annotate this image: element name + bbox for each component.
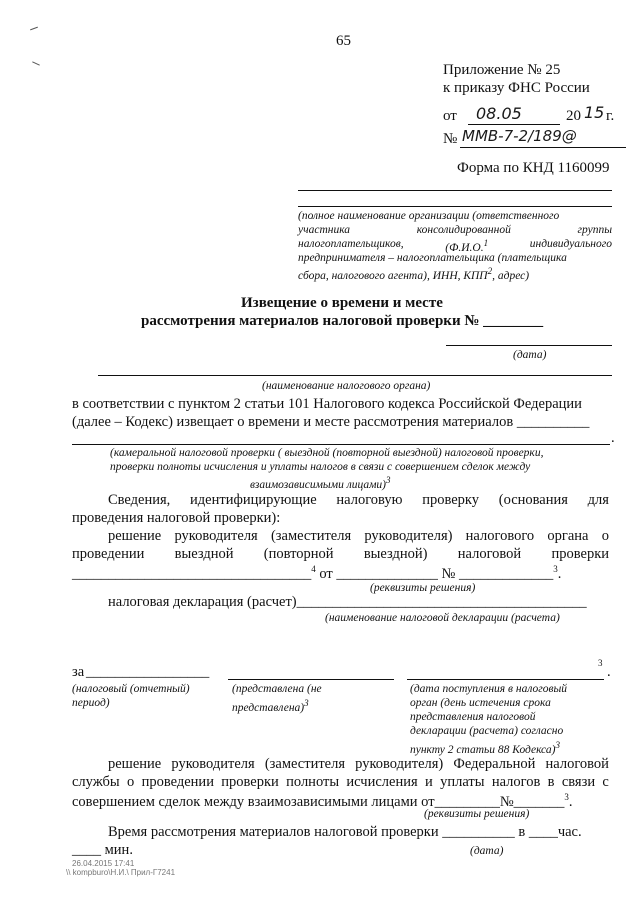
addressee-caption-5: [298, 266, 529, 282]
body-p2-line1: [108, 492, 609, 509]
check-type-line: [72, 444, 610, 445]
decision-date-number: от ______________ № _____________: [319, 565, 554, 582]
body-p1-end: .: [611, 430, 615, 446]
print-filepath: \\ kompburo\Н.И.\ Прил-Г7241: [66, 868, 176, 877]
word: (заместителя: [264, 756, 346, 772]
appendix-num-handwritten: ММВ-7-2/189@: [462, 127, 577, 145]
addressee-line-2: [298, 206, 612, 207]
word: решение: [108, 528, 162, 544]
word: выездной: [174, 546, 234, 562]
word: службы: [72, 774, 120, 790]
decision-blank: _________________________________: [72, 565, 312, 582]
footnote-mark: 2: [487, 266, 493, 276]
word: органа: [547, 528, 589, 544]
body-p5-line1: Время рассмотрения материалов налоговой проверки __________ в ____час.: [108, 824, 582, 840]
word: проверки: [551, 546, 609, 562]
word: исчисления: [346, 774, 418, 790]
caption-word: участника: [298, 224, 351, 236]
word: (заместителя: [270, 528, 352, 544]
page-number: 65: [336, 33, 351, 49]
word: полноты: [286, 774, 340, 790]
word: идентифицирующие: [190, 492, 317, 508]
word: выездной): [363, 546, 428, 562]
word: руководителя: [171, 756, 255, 772]
decision-details: совершением сделок между взаимозависимыми лицами от_________№_______: [72, 793, 565, 810]
receipt-end: .: [607, 664, 611, 680]
period-prefix: за: [72, 664, 85, 680]
submitted-line: [228, 679, 394, 680]
appendix-year-handwritten: 15: [584, 103, 605, 122]
word: налоговой: [545, 756, 609, 772]
appendix-num-prefix: №: [443, 131, 458, 147]
tax-authority-line: [98, 375, 612, 376]
scan-mark: [32, 61, 40, 65]
body-p5-line2: ____ мин.: [72, 842, 133, 858]
word: уплаты: [440, 774, 485, 790]
footnote-mark: 4: [311, 564, 316, 574]
word: связи: [561, 774, 596, 790]
word: и: [425, 774, 433, 790]
footnote-mark: 3: [386, 475, 391, 485]
decision-details-caption: (реквизиты решения): [370, 582, 476, 594]
caption-text: взаимозависимыми лицами): [250, 478, 387, 491]
body-p3-line2: [72, 546, 609, 563]
word: о: [601, 528, 609, 544]
tax-authority-caption: (наименование налогового органа): [262, 380, 431, 392]
date-caption: (дата): [513, 349, 547, 361]
word: (повторной: [263, 546, 334, 562]
addressee-caption-1: (полное наименование организации (ответственного: [298, 210, 560, 222]
footnote-mark: 3: [555, 740, 560, 750]
footnote-mark: 1: [483, 238, 489, 248]
receipt-caption: [410, 682, 586, 757]
word: проверки: [221, 774, 279, 790]
appendix-date-handwritten: 08.05: [476, 104, 522, 123]
appendix-year-suffix: г.: [606, 108, 615, 124]
period: .: [568, 793, 573, 810]
word: руководителя): [364, 528, 453, 544]
document-title-1: Извещение о времени и месте: [241, 295, 443, 311]
document-title-2: рассмотрения материалов налоговой проверки № ________: [141, 313, 544, 329]
word: решение: [108, 756, 162, 772]
word: Федеральной: [453, 756, 536, 772]
form-code: Форма по КНД 1160099: [457, 160, 610, 176]
word: проведении: [141, 774, 214, 790]
scan-mark: [30, 27, 38, 31]
num-underline: [460, 147, 626, 148]
date-line: [446, 345, 612, 346]
caption-text: , адрес): [492, 269, 530, 282]
caption-word: консолидированной: [416, 224, 511, 236]
word: руководителя): [355, 756, 444, 772]
word: налоговую: [336, 492, 403, 508]
word: о: [127, 774, 135, 790]
word: налогового: [465, 528, 535, 544]
word: с: [602, 774, 609, 790]
word: руководителя: [174, 528, 258, 544]
check-caption-2: проверки полноты исчисления и уплаты налогов в связи с совершением сделок между: [110, 461, 531, 473]
period-caption: (налоговый (отчетный) период): [72, 683, 190, 709]
word: (основания: [498, 492, 568, 508]
word: налоговой: [457, 546, 522, 562]
check-caption-3: [250, 475, 391, 491]
word: проведении: [72, 546, 145, 562]
body-p1-line1: в соответствии с пунктом 2 статьи 101 Налогового кодекса Российской Федерации: [72, 396, 582, 412]
footnote-mark: 3: [304, 698, 309, 708]
body-p4-line1: [108, 756, 609, 773]
declaration-caption: (наименование налоговой декларации (расчета): [325, 612, 560, 624]
word: налогов: [491, 774, 541, 790]
check-caption-1: (камеральной налоговой проверки ( выездной (повторной выездной) налоговой проверки,: [110, 447, 544, 459]
caption-word: группы: [577, 224, 612, 236]
word: для: [587, 492, 609, 508]
body-p4-line2: [72, 774, 609, 791]
period: .: [557, 565, 562, 582]
caption-text: сбора, налогового агента), ИНН, КПП: [298, 269, 488, 282]
footnote-mark: 3: [553, 564, 558, 574]
submitted-caption: [232, 682, 352, 715]
appendix-order: к приказу ФНС России: [443, 80, 590, 96]
body-p3-line3: [72, 564, 561, 583]
period-blank: _________________: [86, 664, 210, 680]
caption-text: (дата поступления в налоговый орган (день истечения срока представления налоговой декларации (расчета) согласно пункту 2 статьи 88 Кодекса): [410, 683, 568, 756]
appendix-number: Приложение № 25: [443, 62, 561, 78]
appendix-date-prefix: от: [443, 108, 457, 124]
p5-date-caption: (дата): [470, 845, 504, 857]
body-p3-line1: [108, 528, 609, 545]
word: в: [547, 774, 555, 790]
addressee-line-1: [298, 190, 612, 191]
caption-word: индивидуального: [529, 238, 612, 250]
date-underline: [468, 124, 560, 125]
p4-decision-caption: (реквизиты решения): [424, 808, 530, 820]
footnote-mark: 3: [564, 792, 569, 802]
addressee-caption-4: предпринимателя – налогоплательщика (плательщика: [298, 252, 567, 264]
receipt-line: [407, 679, 604, 680]
print-timestamp: 26.04.2015 17:41: [72, 859, 135, 868]
word: Сведения,: [108, 492, 171, 508]
caption-word: налогоплательщиков,: [298, 238, 404, 250]
body-p2-line2: проведения налоговой проверки):: [72, 510, 281, 526]
receipt-footnote: 3: [598, 658, 603, 668]
appendix-year-prefix: 20: [566, 108, 581, 124]
addressee-caption-2: [298, 224, 612, 236]
body-p1-line2: (далее – Кодекс) извещает о времени и месте рассмотрения материалов __________: [72, 414, 590, 430]
declaration-line: налоговая декларация (расчет)________________________________________: [108, 594, 587, 610]
caption-text: (представлена (не представлена): [232, 683, 322, 714]
word: проверку: [422, 492, 480, 508]
caption-text: (Ф.И.О.: [445, 241, 484, 254]
